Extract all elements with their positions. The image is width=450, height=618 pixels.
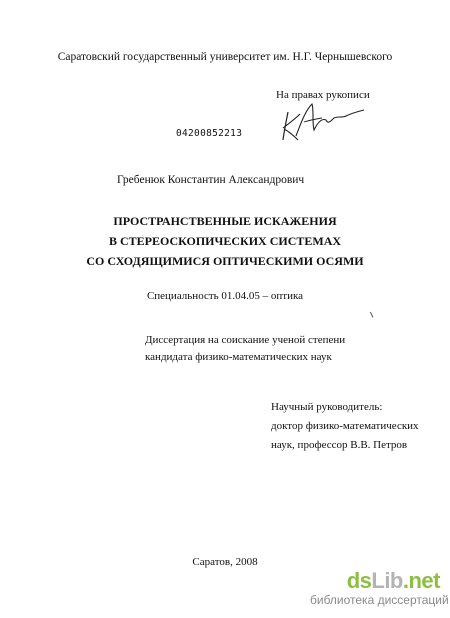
- handwritten-signature: [278, 100, 368, 146]
- title-line: В СТЕРЕОСКОПИЧЕСКИХ СИСТЕМАХ: [108, 234, 342, 248]
- supervisor-line: Научный руководитель:: [271, 401, 383, 413]
- dissertation-title: [0, 211, 450, 271]
- logo-part: Lib: [371, 568, 403, 593]
- degree-statement: [145, 332, 345, 366]
- specialty: Специальность 01.04.05 – оптика: [146, 290, 304, 302]
- supervisor-line: доктор физико-математических: [271, 420, 419, 432]
- document-number: 04200852213: [176, 128, 243, 139]
- watermark-logo: [310, 570, 450, 592]
- title-line: СО СХОДЯЩИМИСЯ ОПТИЧЕСКИМИ ОСЯМИ: [86, 254, 364, 268]
- degree-line: Диссертация на соискание ученой степени: [145, 334, 346, 346]
- supervisor-line: наук, профессор В.В. Петров: [271, 439, 408, 451]
- logo-part: .net: [402, 568, 440, 593]
- author-name: Гребенюк Константин Александрович: [117, 174, 305, 186]
- title-line: ПРОСТРАНСТВЕННЫЕ ИСКАЖЕНИЯ: [113, 214, 337, 228]
- university-name: Саратовский государственный университет им. Н.Г. Чернышевского: [57, 51, 393, 63]
- rights-note: На правах рукописи: [276, 89, 370, 101]
- stray-mark: [370, 310, 376, 317]
- watermark: [310, 570, 450, 608]
- degree-line: кандидата физико-математических наук: [145, 351, 332, 363]
- supervisor-block: [271, 398, 419, 455]
- watermark-caption: библиотека диссертаций: [310, 593, 449, 607]
- logo-part: ds: [346, 568, 372, 593]
- city-year: Саратов, 2008: [192, 556, 258, 568]
